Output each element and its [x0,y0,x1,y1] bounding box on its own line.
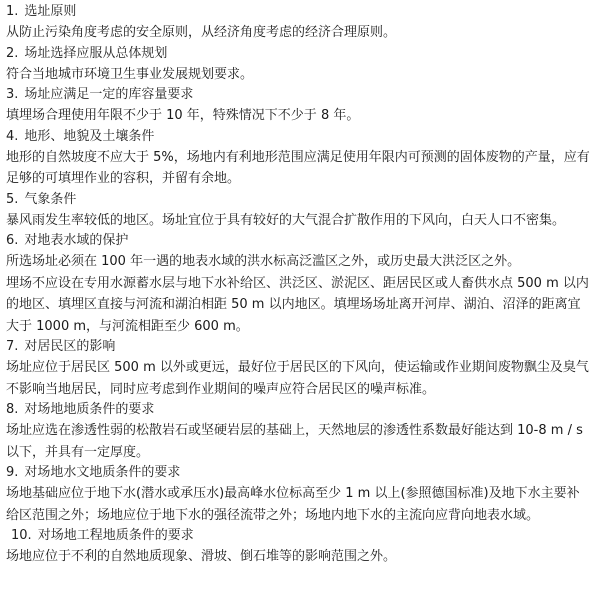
section-title: 气象条件 [24,191,77,207]
section-heading [6,231,592,251]
section-number: 2. [6,45,19,61]
section-number: 6. [6,233,19,248]
section-10 [6,526,592,568]
section-title: 地形、地貌及土壤条件 [24,128,155,144]
section-heading [6,85,592,105]
section-title: 对场地地质条件的要求 [24,402,155,417]
section-number: 7. [6,339,19,354]
section-paragraph: 场址应位于居民区 500 m 以外或更远，最好位于居民区的下风向，使运输或作业期间废物飘尘及臭气不影响当地居民，同时应考虑到作业期间的噪声应符合居民区的噪声标准。 [6,360,589,397]
section-paragraph: 地形的自然坡度不应大于 5%，场地内有利地形范围应满足使用年限内可预测的固体废物的产量，应有足够的可填埋作业的容积，并留有余地。 [6,149,590,186]
section-7 [6,337,592,400]
section-number: 4. [6,128,19,144]
section-4 [6,127,592,190]
section-9 [6,463,592,526]
section-paragraph: 符合当地城市环境卫生事业发展规划要求。 [6,66,254,82]
section-number: 9. [6,465,19,480]
section-number: 1. [6,4,19,19]
section-heading [6,526,592,546]
section-title: 对场地工程地质条件的要求 [37,528,194,543]
section-paragraph: 所选场址必须在 100 年一遇的地表水域的洪水标高泛滥区之外，或历史最大洪泛区之外。 [6,254,521,269]
section-2 [6,44,592,86]
section-heading [6,337,592,357]
section-heading [6,190,592,210]
section-number: 8. [6,402,19,417]
section-paragraph: 场地应位于不利的自然地质现象、滑坡、倒石堆等的影响范围之外。 [6,549,397,564]
section-heading [6,44,592,64]
section-heading [6,127,592,147]
section-heading [6,463,592,483]
section-title: 场址应满足一定的库容量要求 [24,87,194,102]
section-paragraph: 埋场不应设在专用水源蓄水层与地下水补给区、洪泛区、淤泥区、距居民区或人畜供水点 500 m 以内的地区、填埋区直接与河流和湖泊相距 50 m 以内地区。填埋场场址离开河岸、湖泊、沼泽的距离宜大于 1000 m，与河流相距至少 600 m。 [6,275,589,334]
section-number: 3. [6,87,19,102]
section-title: 场址选择应服从总体规划 [24,45,168,61]
section-paragraph: 从防止污染角度考虑的安全原则，从经济角度考虑的经济合理原则。 [6,25,397,40]
section-paragraph: 场地基础应位于地下水(潜水或承压水)最高峰水位标高至少 1 m 以上(参照德国标准)及地下水主要补给区范围之外；场地应位于地下水的强径流带之外；场地内地下水的主流向应背向地表水域。 [6,486,580,523]
section-5 [6,190,592,232]
section-8 [6,400,592,463]
section-title: 对场地水文地质条件的要求 [24,465,181,480]
section-paragraph: 填埋场合理使用年限不少于 10 年，特殊情况下不少于 8 年。 [6,108,360,123]
section-paragraph: 场址应选在渗透性弱的松散岩石或坚硬岩层的基础上，天然地层的渗透性系数最好能达到 10-8 m / s 以下，并具有一定厚度。 [6,423,583,460]
section-number: 10. [11,528,32,543]
section-3 [6,85,592,127]
section-heading [6,400,592,420]
section-number: 5. [6,191,19,207]
section-title: 对地表水域的保护 [24,233,129,248]
section-title: 选址原则 [24,4,77,19]
section-paragraph: 暴风雨发生率较低的地区。场址宜位于具有较好的大气混合扩散作用的下风向，白天人口不密集。 [6,212,566,228]
section-1 [6,2,592,44]
section-heading [6,2,592,22]
section-6 [6,231,592,337]
section-title: 对居民区的影响 [24,339,116,354]
